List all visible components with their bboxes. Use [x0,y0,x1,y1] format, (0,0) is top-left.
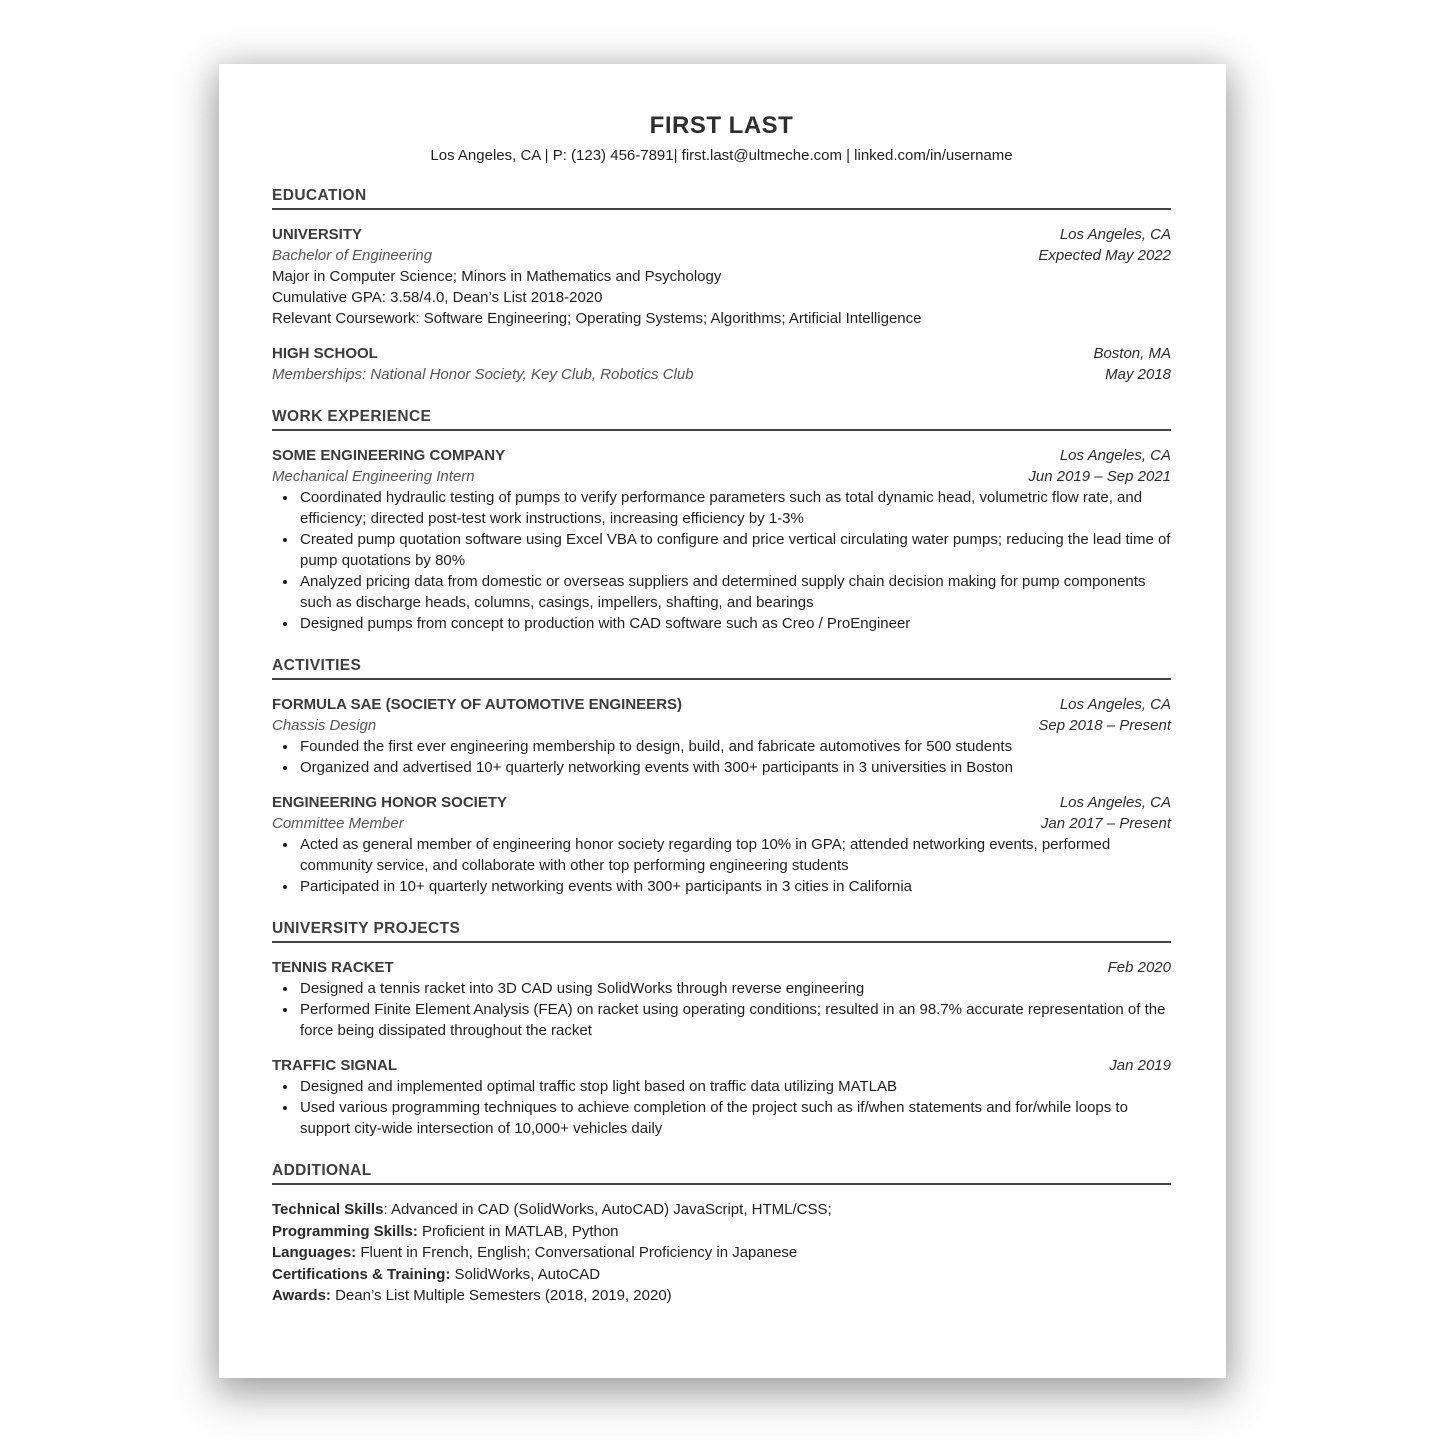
bullet-item: • Used various programming techniques to achieve completion of the project such as if/when statements and for/while loops to support city-wide intersection of 10,000+ vehicles daily [298,1097,1171,1139]
additional-label: Awards: [272,1287,331,1304]
bullet-item: • Coordinated hydraulic testing of pumps to verify performance parameters such as total dynamic head, volumetric flow rate, and efficiency; directed post-test work instructions, increasing efficiency by 1-3% [298,487,1171,529]
education-detail-line: Major in Computer Science; Minors in Mathematics and Psychology [272,268,722,285]
education-detail-line: Cumulative GPA: 3.58/4.0, Dean’s List 2018-2020 [272,289,603,306]
entry-subheader-row [272,245,1171,266]
org-location: Los Angeles, CA [1059,226,1171,243]
resume-name: FIRST LAST [649,112,794,139]
entry-header-row [272,224,1171,245]
org-name: HIGH SCHOOL [272,345,378,362]
bullet-item: • Participated in 10+ quarterly networking events with 300+ participants in 3 cities in California [298,876,1171,897]
section-title-university-projects: UNIVERSITY PROJECTS [272,920,1171,943]
bullet-item: • Analyzed pricing data from domestic or overseas suppliers and determined supply chain decision making for pump components such as discharge heads, columns, casings, impellers, shafting, and bearings [298,571,1171,613]
contact-line: Los Angeles, CA | P: (123) 456-7891| first.last@ultmeche.com | linked.com/in/username [430,147,1013,164]
activity-role: Committee Member [272,815,404,832]
entry-subheader-row [272,466,1171,487]
section-title-activities: ACTIVITIES [272,657,1171,680]
entry-subheader-row [272,715,1171,736]
project-title: TENNIS RACKET [272,959,394,976]
bullet-list [272,487,1171,634]
bullet-item: • Designed pumps from concept to production with CAD software such as Creo / ProEngineer [298,613,1171,634]
additional-line-languages [272,1242,1171,1264]
additional-text: Proficient in MATLAB, Python [417,1222,619,1240]
project-entry-tennis-racket [272,957,1171,1041]
section-title-additional: ADDITIONAL [272,1162,1171,1185]
work-entry-engineering-company [272,445,1171,634]
entry-subheader-row [272,813,1171,834]
bullet-item: • Designed a tennis racket into 3D CAD using SolidWorks through reverse engineering [298,978,1171,999]
entry-header-row [272,792,1171,813]
additional-line-certifications [272,1264,1171,1286]
additional-text: SolidWorks, AutoCAD [450,1265,601,1283]
section-education [272,187,1171,385]
additional-label: Certifications & Training: [272,1265,451,1283]
activity-entry-honor-society [272,792,1171,897]
education-entry-university [272,224,1171,329]
entry-header-row [272,445,1171,466]
additional-label: Technical Skills [272,1201,384,1218]
job-title: Mechanical Engineering Intern [272,468,475,485]
section-title-work-experience: WORK EXPERIENCE [272,408,1171,431]
section-title-education: EDUCATION [272,187,1171,210]
activity-entry-formula-sae [272,694,1171,778]
bullet-list [272,834,1171,897]
project-title: TRAFFIC SIGNAL [272,1057,397,1074]
bullet-item: • Acted as general member of engineering honor society regarding top 10% in GPA; attended networking events, performed community service, and collaborate with other top performing engineering students [298,834,1171,876]
additional-label: Languages: [272,1244,357,1261]
org-name: ENGINEERING HONOR SOCIETY [272,794,508,811]
bullet-item: • Performed Finite Element Analysis (FEA) on racket using operating conditions; resulted in an 98.7% accurate representation of the force being dissipated throughout the racket [298,999,1171,1041]
entry-date: Feb 2020 [1107,959,1171,976]
bullet-item: • Created pump quotation software using Excel VBA to configure and price vertical circulating water pumps; reducing the lead time of pump quotations by 80% [298,529,1171,571]
memberships-line: Memberships: National Honor Society, Key Club, Robotics Club [272,366,694,383]
entry-date: Jun 2019 – Sep 2021 [1028,468,1171,485]
entry-header-row [272,1055,1171,1076]
entry-date: May 2018 [1105,366,1171,383]
additional-line-technical-skills [272,1199,1171,1221]
entry-header-row [272,343,1171,364]
additional-text: Dean’s List Multiple Semesters (2018, 2019, 2020) [330,1287,672,1304]
section-university-projects [272,920,1171,1139]
bullet-item: • Organized and advertised 10+ quarterly networking events with 300+ participants in 3 universities in Boston [298,757,1171,778]
education-entry-high-school [272,343,1171,385]
entry-subheader-row [272,364,1171,385]
org-name: UNIVERSITY [272,226,363,243]
org-name: FORMULA SAE (SOCIETY OF AUTOMOTIVE ENGINEERS) [272,696,683,713]
section-work-experience [272,408,1171,634]
degree-title: Bachelor of Engineering [272,247,433,264]
org-location: Los Angeles, CA [1059,696,1171,713]
entry-header-row [272,957,1171,978]
entry-date: Jan 2017 – Present [1040,815,1171,832]
org-location: Los Angeles, CA [1059,794,1171,811]
section-activities [272,657,1171,897]
activity-role: Chassis Design [272,717,377,734]
org-location: Los Angeles, CA [1059,447,1171,464]
org-name: SOME ENGINEERING COMPANY [272,447,506,464]
additional-text: Fluent in French, English; Conversational Proficiency in Japanese [356,1244,798,1261]
bullet-item: • Designed and implemented optimal traffic stop light based on traffic data utilizing MATLAB [298,1076,1171,1097]
bullet-list [272,736,1171,778]
bullet-list [272,978,1171,1041]
entry-date: Sep 2018 – Present [1038,717,1171,734]
resume-page [219,64,1226,1378]
org-location: Boston, MA [1093,345,1171,362]
entry-date: Jan 2019 [1109,1057,1171,1074]
section-additional [272,1162,1171,1307]
entry-header-row [272,694,1171,715]
entry-date: Expected May 2022 [1038,247,1171,264]
bullet-list [272,1076,1171,1139]
project-entry-traffic-signal [272,1055,1171,1139]
additional-line-programming-skills [272,1221,1171,1243]
bullet-item: • Founded the first ever engineering membership to design, build, and fabricate automotives for 500 students [298,736,1171,757]
additional-lines [272,1199,1171,1307]
additional-line-awards [272,1285,1171,1307]
additional-text: : Advanced in CAD (SolidWorks, AutoCAD) JavaScript, HTML/CSS; [383,1201,832,1218]
additional-label: Programming Skills: [272,1222,418,1240]
education-detail-line: Relevant Coursework: Software Engineering; Operating Systems; Algorithms; Artificial Intelligence [272,310,922,327]
